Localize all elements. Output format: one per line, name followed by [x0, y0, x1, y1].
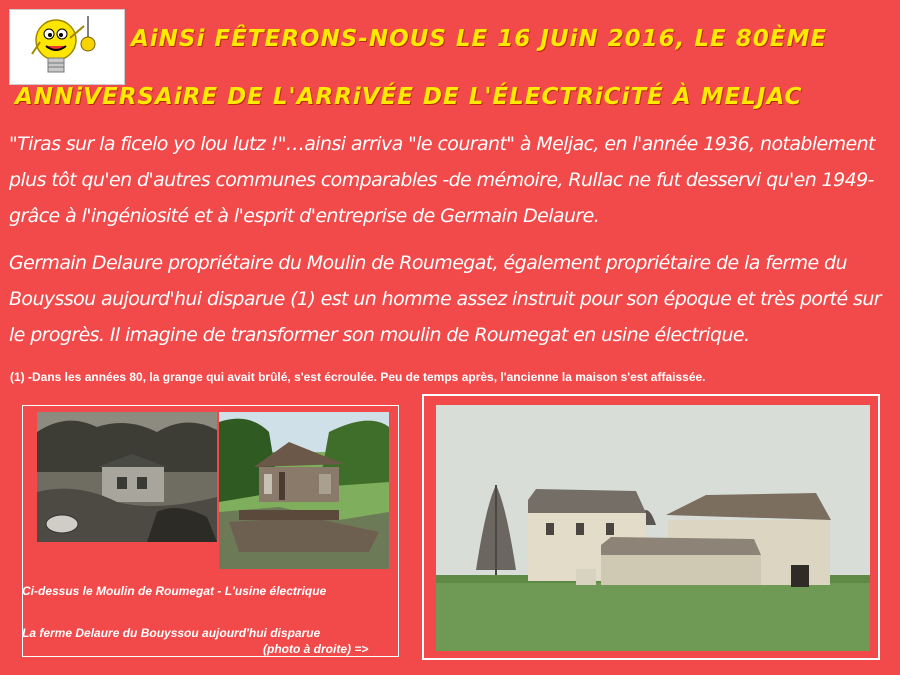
electric-plant-photo [219, 412, 389, 569]
delaure-paragraph: Germain Delaure propriétaire du Moulin de Roumegat, également propriétaire de la ferme du Bouyssou aujourd'hui disparue (1) est un homme assez instruit pour son époque et très porté sur le progrès. Il imagine de transformer son moulin de Roumegat en usine électrique. [9, 252, 881, 346]
title-line-2: ANNiVERSAiRE DE L'ARRiVÉE DE L'ÉLECTRiCiTÉ À MELJAC [15, 84, 803, 110]
title-line-1: AiNSi FÊTERONS-NOUS LE 16 JUiN 2016, LE 80ÈME [131, 26, 828, 52]
farm-caption-line-1: La ferme Delaure du Bouyssou aujourd'hui disparue [22, 626, 321, 640]
mill-caption: Ci-dessus le Moulin de Roumegat - L'usine électrique [22, 584, 327, 598]
lightbulb-mascot-icon [9, 9, 125, 85]
intro-paragraph: "Tiras sur la ficelo yo lou lutz !"…ainsi arriva "le courant" à Meljac, en l'année 1936, notablement plus tôt qu'en d'autres communes comparables -de mémoire, Rullac ne fut desservi qu'en 1949- grâce à l'ingéniosité et à l'esprit d'entreprise de Germain Delaure. [9, 133, 875, 227]
footnote: (1) -Dans les années 80, la grange qui avait brûlé, s'est écroulée. Peu de temps après, l'ancienne la maison s'est affaissée. [10, 370, 706, 384]
mill-photo [37, 412, 217, 542]
farm-caption-line-2: (photo à droite) => [263, 642, 369, 656]
farm-photo [436, 405, 870, 651]
